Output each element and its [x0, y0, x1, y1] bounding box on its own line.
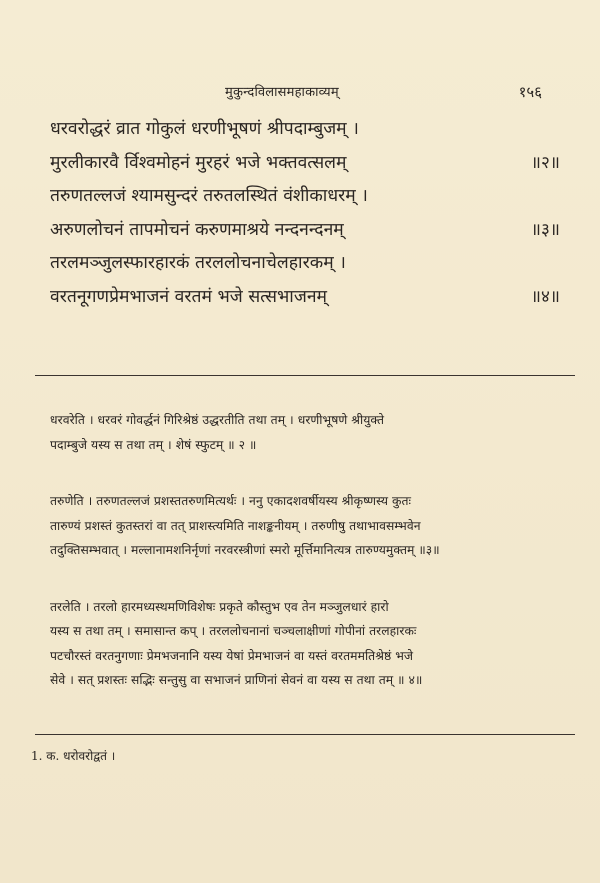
- verse-text: वरतनूगणप्रेमभाजनं वरतमं भजे सत्सभाजनम्: [50, 286, 327, 307]
- commentary-line: यस्य स तथा तम् । समासान्त कप् । तरललोचनानां चञ्चलाक्षीणां गोपीनां तरलहारकः: [50, 624, 417, 638]
- footnote: 1. क. धरोवरोद्वतं ।: [31, 749, 116, 763]
- page-number: १५६: [518, 83, 542, 101]
- verse-number: ॥२॥: [530, 152, 560, 173]
- running-title: मुकुन्दविलासमहाकाव्यम्: [225, 85, 339, 100]
- verse-number: ॥३॥: [530, 219, 560, 240]
- verse-line: [50, 214, 560, 248]
- commentary-line: तदुक्तिसम्भवात् । मल्लानामशनिर्नृणां नरवरस्त्रीणां स्मरो मूर्त्तिमानित्यत्र तारुण्यमुक्तम् ॥३॥: [50, 543, 440, 557]
- verse-line: [50, 281, 560, 315]
- commentary-line: तरुणेति । तरुणतल्लजं प्रशस्ततरुणमित्यर्थः । ननु एकादशवर्षीयस्य श्रीकृष्णस्य कुतः: [50, 494, 412, 508]
- verse-text: तरुणतल्लजं श्यामसुन्दरं तरुतलस्थितं वंशीकाधरम् ।: [50, 186, 368, 207]
- commentary-line: धरवरेति । धरवरं गोवर्द्धनं गिरिश्रेष्ठं उद्धरतीति तथा तम् । धरणीभूषणे श्रीयुक्ते: [50, 413, 385, 427]
- commentary-line: तरलेति । तरलो हारमध्यस्थमणिविशेषः प्रकृते कौस्तुभ एव तेन मञ्जुलधारं हारो: [50, 599, 389, 614]
- verse-text: अरुणलोचनं तापमोचनं करुणमाश्रये नन्दनन्दनम्: [50, 219, 344, 240]
- verse-line: [50, 147, 560, 181]
- running-header: [0, 82, 600, 102]
- verse-line: [50, 247, 560, 281]
- footnote-divider: [35, 734, 575, 735]
- verse-text: मुरलीकारवै र्विश्वमोहनं मुरहरं भजे भक्तवत्सलम्: [50, 152, 347, 173]
- commentary-paragraph: [50, 408, 570, 457]
- verse-number: ॥४॥: [530, 286, 560, 307]
- verse-line: [50, 113, 560, 147]
- verse-line: [50, 180, 560, 214]
- verse-text: तरलमञ्जुलस्फारहारकं तरललोचनाचेलहारकम् ।: [50, 253, 346, 274]
- commentary-line: तारुण्यं प्रशस्तं कुतस्तरां वा तत् प्राशस्त्यमिति नाशङ्कनीयम् । तरुणीषु तथाभावसम्भवेन: [50, 518, 421, 533]
- commentary-paragraph: [50, 595, 570, 693]
- commentary-line: पटचौरस्तं वरतनुगणाः प्रेमभजनानि यस्य येषां प्रेमभाजनं वा यस्तं वरतममतिश्रेष्ठं भजे: [50, 648, 414, 663]
- verse-text: धरवरोद्धरं व्रात गोकुलं धरणीभूषणं श्रीपदाम्बुजम् ।: [50, 119, 359, 139]
- section-divider: [35, 375, 575, 376]
- commentary-line: पदाम्बुजे यस्य स तथा तम् । शेषं स्फुटम् ॥ २ ॥: [50, 437, 257, 452]
- verse-block: [50, 113, 560, 315]
- commentary-block: [50, 408, 570, 725]
- commentary-line: सेवे । सत् प्रशस्तः सद्भिः सन्तुसु वा सभाजनं प्राणिनां सेवनं वा यस्य स तथा तम् ॥ ४॥: [50, 673, 423, 687]
- commentary-paragraph: [50, 489, 570, 563]
